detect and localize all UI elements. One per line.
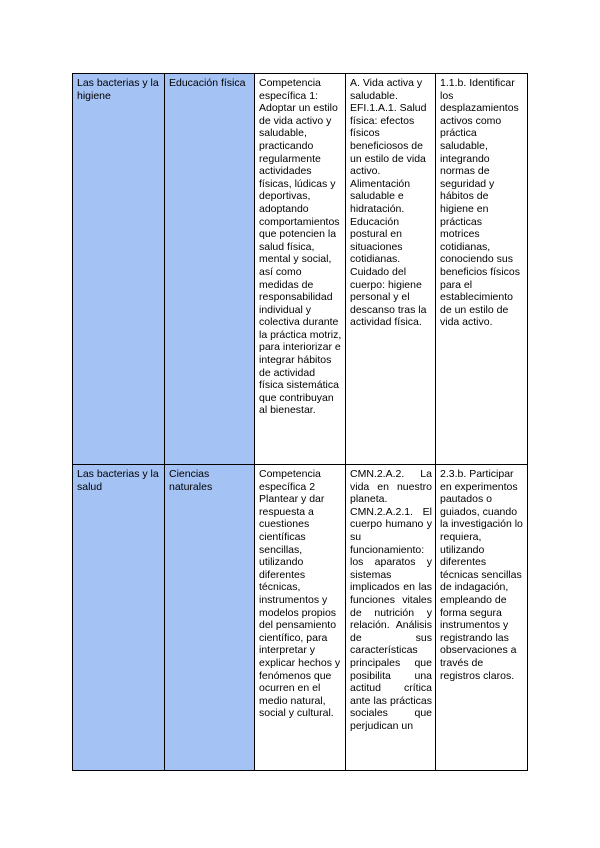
area-text: Educación física [169, 77, 246, 89]
knowledge-cell [346, 74, 436, 465]
curriculum-table [72, 73, 528, 771]
knowledge-text: A. Vida activa y saludable. EFI.1.A.1. Salud física: efectos físicos beneficiosos de un estilo de vida activo. Alimentación saludable e hidratación. Educación postural en situaciones cotidianas. Cuidado del cuerpo: higiene personal y el descanso tras la actividad física. [350, 77, 427, 329]
knowledge-cell [346, 465, 436, 771]
criterion-cell [436, 465, 528, 771]
area-text: Ciencias naturales [169, 468, 213, 493]
situation-cell [73, 465, 165, 771]
area-cell [165, 465, 255, 771]
table-row [73, 465, 528, 771]
competence-text: Competencia específica 2 Plantear y dar respuesta a cuestiones científicas sencillas, utilizando diferentes técnicas, instrumentos y modelos propios del pensamiento científico, para interpretar y explicar hechos y fenómenos que ocurren en el medio natural, social y cultural. [259, 468, 341, 720]
criterion-text: 1.1.b. Identificar los desplazamientos activos como práctica saludable, integrando normas de seguridad y hábitos de higiene en prácticas motrices cotidianas, conociendo sus beneficios físicos para el establecimiento de un estilo de vida activo. [440, 77, 520, 329]
area-cell [165, 74, 255, 465]
criterion-text: 2.3.b. Participar en experimentos pautados o guiados, cuando la investigación lo requiera, utilizando diferentes técnicas sencillas de indagación, empleando de forma segura instrumentos y registrando las observaciones a través de registros claros. [440, 468, 523, 682]
competence-text: Competencia específica 1: Adoptar un estilo de vida activo y saludable, practicando regularmente actividades físicas, lúdicas y deportivas, adoptando comportamientos que potencien la salud física, mental y social, así como medidas de responsabilidad individual y colectiva durante la práctica motriz, para interiorizar e integrar hábitos de actividad física sistemática que contribuyan al bienestar. [259, 77, 342, 417]
situation-text: Las bacterias y la salud [77, 468, 159, 493]
competence-cell [255, 74, 346, 465]
table-row [73, 74, 528, 465]
situation-text: Las bacterias y la higiene [77, 77, 159, 102]
situation-cell [73, 74, 165, 465]
competence-cell [255, 465, 346, 771]
knowledge-text: CMN.2.A.2. La vida en nuestro planeta. CMN.2.A.2.1. El cuerpo humano y su funcionamiento: los aparatos y sistemas implicados en las funciones vitales de nutrición y relación. Análisis de sus características principales que posibilita una actitud crítica ante las prácticas sociales que perjudican un [350, 468, 432, 732]
criterion-cell [436, 74, 528, 465]
